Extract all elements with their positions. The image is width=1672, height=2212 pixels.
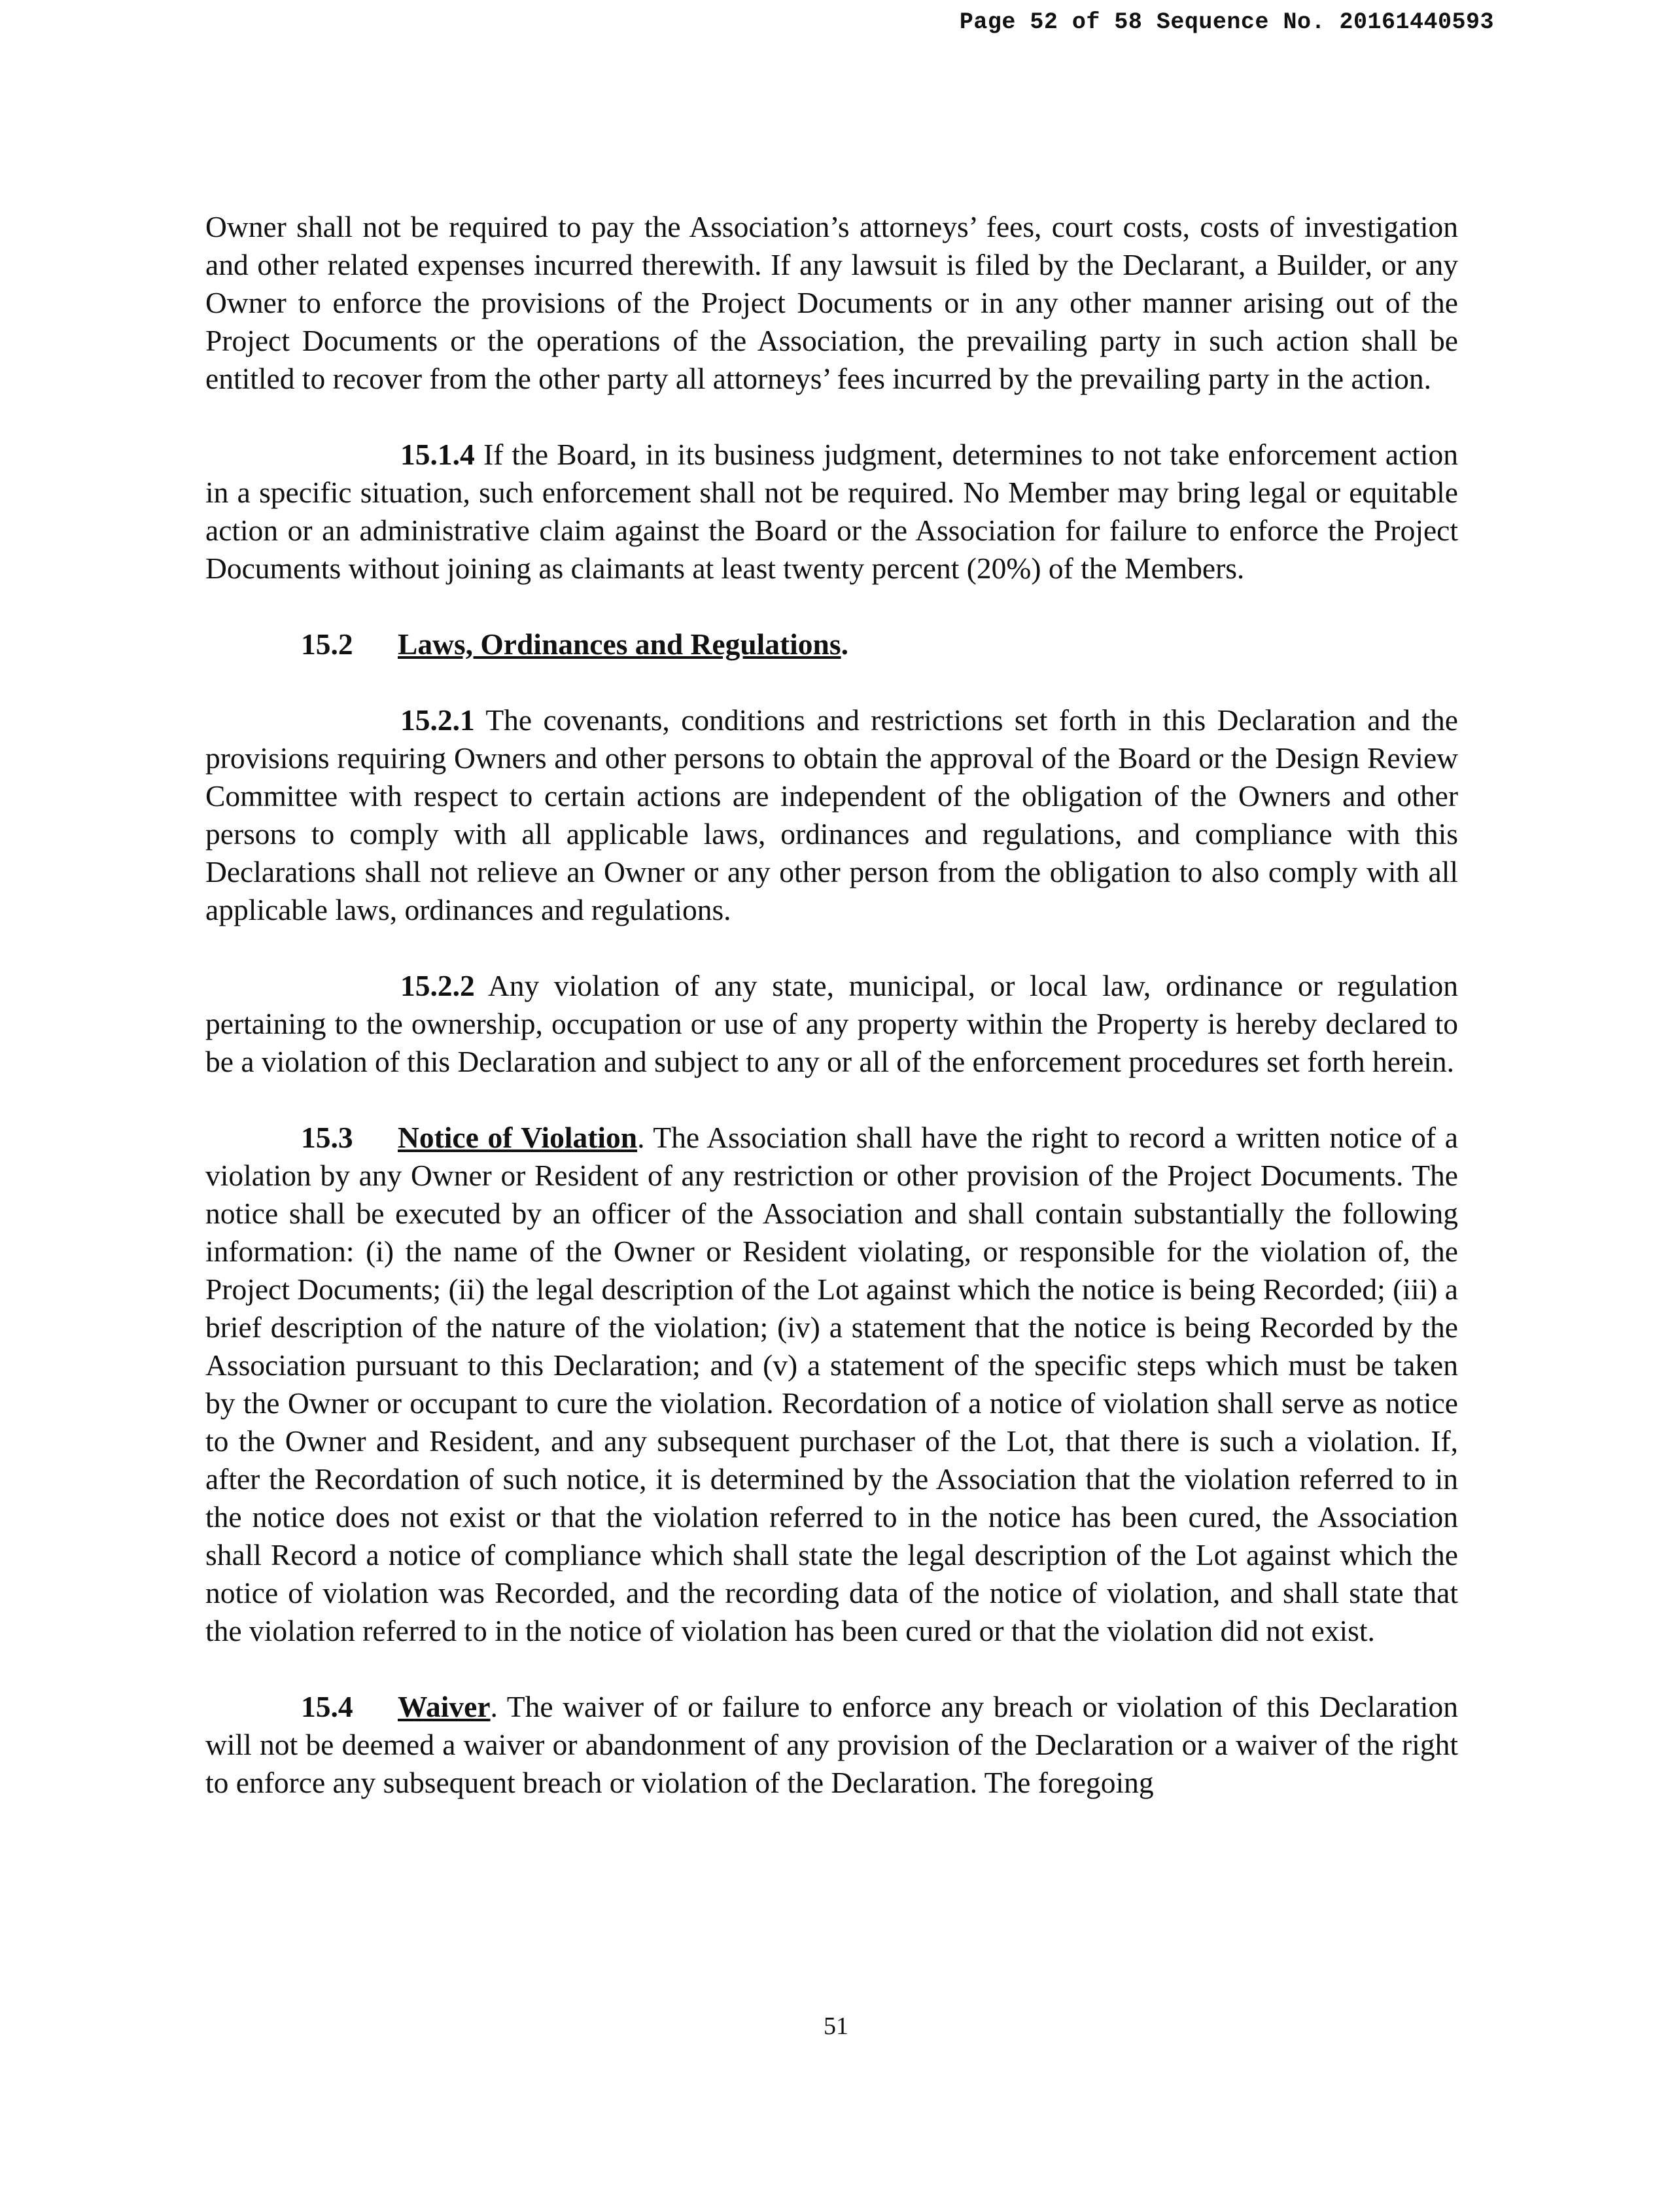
section-text: . The waiver of or failure to enforce any breach or violation of this Declaration will not be deemed a waiver or abandonment of any provision of the Declaration or a waiver of the right to enforce any subsequent breach or violation of the Declaration. The foregoing: [205, 1690, 1458, 1799]
section-title-punct: .: [841, 627, 848, 661]
page-sequence-header: Page 52 of 58 Sequence No. 20161440593: [959, 9, 1494, 35]
section-15-2-heading: [205, 625, 1458, 663]
section-15-1-4: [205, 436, 1458, 588]
section-text: The covenants, conditions and restrictions set forth in this Declaration and the provisions requiring Owners and other persons to obtain the approval of the Board or the Design Review Committee with respect to certain actions are independent of the obligation of the Owners and other persons to comply with all applicable laws, ordinances and regulations, and compliance with this Declarations shall not relieve an Owner or any other person from the obligation to also comply with all applicable laws, ordinances and regulations.: [205, 703, 1458, 926]
page-number: 51: [824, 2012, 848, 2040]
section-number: 15.3: [301, 1121, 353, 1154]
paragraph-continuation: Owner shall not be required to pay the Association’s attorneys’ fees, court costs, costs of investigation and other related expenses incurred therewith. If any lawsuit is filed by the Declarant, a Builder, or any Owner to enforce the provisions of the Project Documents or in any other manner arising out of the Project Documents or the operations of the Association, the prevailing party in such action shall be entitled to recover from the other party all attorneys’ fees incurred by the prevailing party in the action.: [205, 210, 1458, 395]
section-text: If the Board, in its business judgment, determines to not take enforcement action in a specific situation, such enforcement shall not be required. No Member may bring legal or equitable action or an administrative claim against the Board or the Association for failure to enforce the Project Documents without joining as claimants at least twenty percent (20%) of the Members.: [205, 438, 1458, 585]
section-number: 15.4: [301, 1690, 353, 1723]
section-number: 15.2.2: [400, 969, 475, 1002]
section-number: 15.1.4: [400, 438, 475, 471]
section-number: 15.2: [301, 627, 353, 661]
section-text: Any violation of any state, municipal, or local law, ordinance or regulation pertaining to the ownership, occupation or use of any property within the Property is hereby declared to be a violation of this Declaration and subject to any or all of the enforcement procedures set forth herein.: [205, 969, 1458, 1078]
section-title: Notice of Violation: [398, 1121, 638, 1154]
section-title: Waiver: [398, 1690, 491, 1723]
section-15-2-2: [205, 967, 1458, 1081]
section-15-3: [205, 1119, 1458, 1650]
section-text: . The Association shall have the right to record a written notice of a violation by any Owner or Resident of any restriction or other provision of the Project Documents. The notice shall be executed by an officer of the Association and shall contain substantially the following information: (i) the name of the Owner or Resident violating, or responsible for the violation of, the Project Documents; (ii) the legal description of the Lot against which the notice is being Recorded; (iii) a brief description of the nature of the violation; (iv) a statement that the notice is being Recorded by the Association pursuant to this Declaration; and (v) a statement of the specific steps which must be taken by the Owner or occupant to cure the violation. Recordation of a notice of violation shall serve as notice to the Owner and Resident, and any subsequent purchaser of the Lot, that there is such a violation. If, after the Recordation of such notice, it is determined by the Association that the violation referred to in the notice does not exist or that the violation referred to in the notice has been cured, the Association shall Record a notice of compliance which shall state the legal description of the Lot against which the notice of violation was Recorded, and the recording data of the notice of violation, and shall state that the violation referred to in the notice of violation has been cured or that the violation did not exist.: [205, 1121, 1458, 1647]
section-15-4: [205, 1688, 1458, 1802]
section-title: Laws, Ordinances and Regulations: [398, 627, 841, 661]
document-body: [205, 208, 1458, 1840]
section-15-2-1: [205, 701, 1458, 929]
section-number: 15.2.1: [400, 703, 475, 737]
